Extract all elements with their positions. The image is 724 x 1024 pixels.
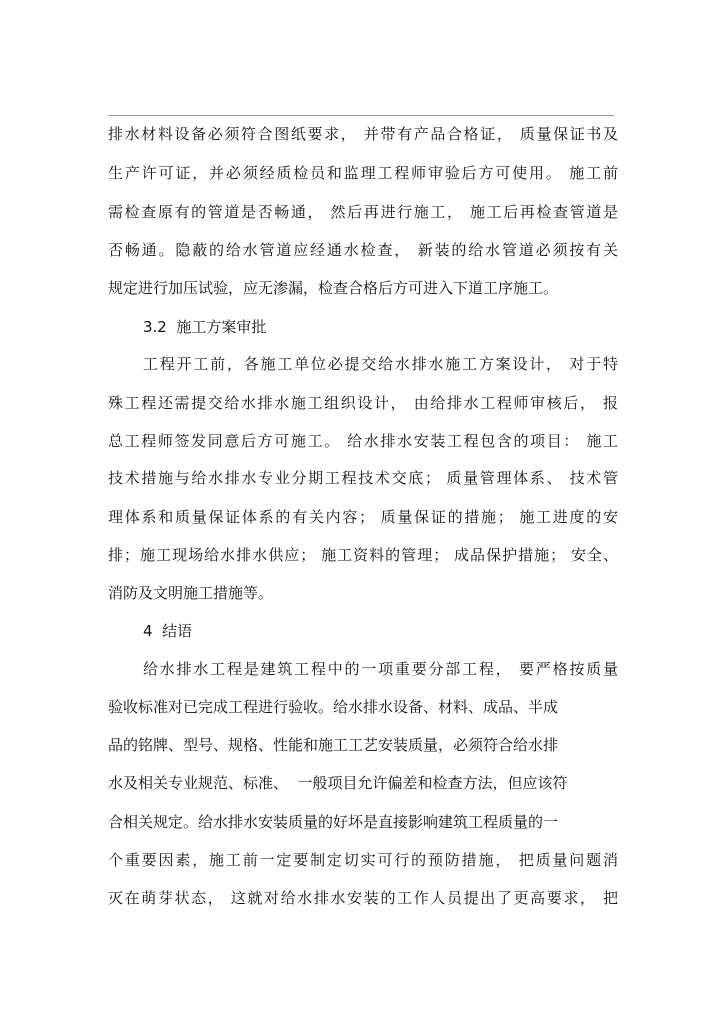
text-line-12: 排；施工现场给水排水供应； 施工资料的管理； 成品保护措施； 安全、 bbox=[108, 546, 618, 564]
section-heading-3-2: 3.2 施工方案审批 bbox=[143, 318, 267, 336]
text-line-1: 排水材料设备必须符合图纸要求， 并带有产品合格证， 质量保证书及 bbox=[108, 125, 618, 143]
text-line-9: 总工程师签发同意后方可施工。 给水排水安装工程包含的项目： 施工 bbox=[108, 432, 618, 450]
text-line-7: 工程开工前，各施工单位必提交给水排水施工方案设计， 对于特 bbox=[143, 355, 618, 373]
text-line-20: 个重要因素，施工前一定要制定切实可行的预防措施， 把质量问题消 bbox=[108, 851, 618, 869]
text-line-21: 灭在萌芽状态， 这就对给水排水安装的工作人员提出了更高要求， 把 bbox=[108, 889, 618, 907]
text-line-5: 规定进行加压试验，应无渗漏，检查合格后方可进入下道工序施工。 bbox=[108, 279, 559, 297]
text-line-17: 品的铭牌、型号、规格、性能和施工工艺安装质量，必须符合给水排 bbox=[108, 736, 559, 754]
text-line-2: 生产许可证，并必须经质检员和监理工程师审验后方可使用。 施工前 bbox=[108, 164, 618, 182]
text-line-4: 否畅通。隐蔽的给水管道应经通水检查， 新装的给水管道必须按有关 bbox=[108, 241, 618, 259]
text-line-19: 合相关规定。给水排水安装质量的好坏是直接影响建筑工程质量的一 bbox=[108, 813, 559, 831]
header-rule bbox=[108, 115, 614, 116]
text-line-18: 水及相关专业规范、标准、 一般项目允许偏差和检查方法，但应该符 bbox=[108, 774, 568, 792]
text-line-8: 殊工程还需提交给水排水施工组织设计， 由给排水工程师审核后， 报 bbox=[108, 394, 618, 412]
text-line-13: 消防及文明施工措施等。 bbox=[108, 584, 274, 602]
text-line-3: 需检查原有的管道是否畅通， 然后再进行施工， 施工后再检查管道是 bbox=[108, 203, 618, 221]
text-line-11: 理体系和质量保证体系的有关内容； 质量保证的措施； 施工进度的安 bbox=[108, 508, 618, 526]
text-line-15: 给水排水工程是建筑工程中的一项重要分部工程， 要严格按质量 bbox=[143, 660, 618, 678]
text-line-10: 技术措施与给水排水专业分期工程技术交底； 质量管理体系、 技术管 bbox=[108, 469, 618, 487]
section-heading-4: 4 结语 bbox=[143, 622, 193, 640]
text-line-16: 验收标准对已完成工程进行验收。给水排水设备、材料、成品、半成 bbox=[108, 698, 559, 716]
